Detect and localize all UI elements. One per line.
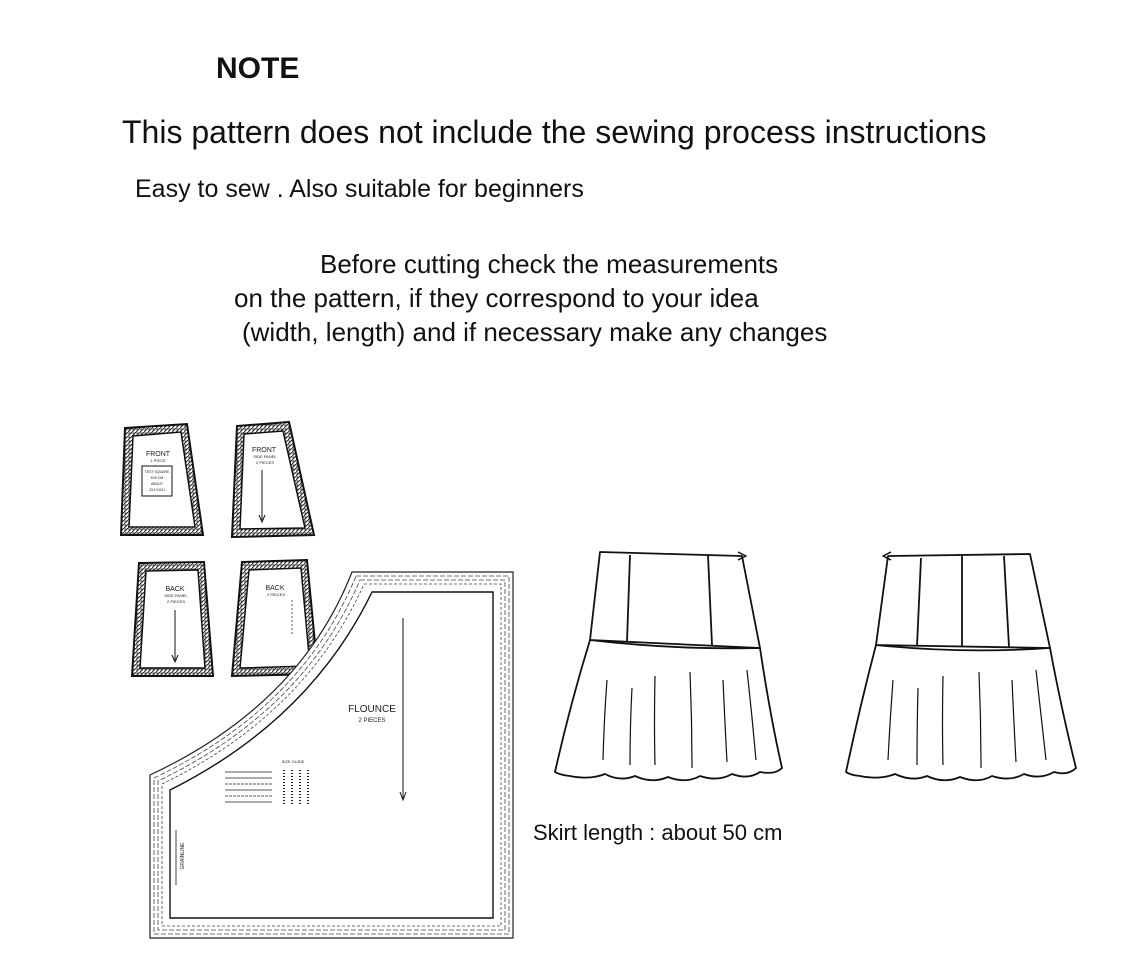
check-measurements-line-1: Before cutting check the measurements	[320, 249, 779, 279]
grainline-label: GRAINLINE	[180, 842, 186, 870]
check-measurements-line-3: (width, length) and if necessary make any changes	[242, 317, 828, 347]
test-square-line-1: TEST SQUARE	[144, 470, 170, 474]
front-side-title: FRONT	[251, 447, 277, 454]
test-square-line-4: 2X2 INCH	[149, 488, 165, 492]
back-side-sub: SIDE PANEL	[164, 593, 188, 598]
back-count: 2 PIECES	[266, 592, 286, 597]
no-instructions-text: This pattern does not include the sewing process instructions	[122, 114, 987, 150]
front-count: 1 PIECE	[150, 458, 166, 463]
test-square-line-2: 5X5 CM	[150, 476, 164, 480]
flounce-count: 2 PIECES	[358, 718, 386, 724]
test-square-line-3: ABOUT	[150, 482, 164, 486]
front-side-panel-piece	[232, 422, 314, 537]
front-side-count: 2 PIECES	[255, 460, 275, 465]
skirt-length-label: Skirt length : about 50 cm	[533, 820, 783, 845]
note-heading: NOTE	[216, 52, 300, 85]
back-side-panel-piece	[132, 562, 213, 676]
front-piece	[121, 424, 203, 535]
front-title: FRONT	[145, 451, 171, 458]
flounce-title: FLOUNCE	[348, 704, 396, 715]
skirt-back-view	[846, 552, 1076, 780]
check-measurements-line-2: on the pattern, if they correspond to your idea	[234, 283, 759, 313]
back-side-count: 2 PIECES	[166, 599, 186, 604]
easy-to-sew-text: Easy to sew . Also suitable for beginners	[135, 175, 584, 203]
back-side-title: BACK	[165, 586, 185, 593]
skirt-front-view	[555, 552, 782, 780]
size-guide-label: SIZE GUIDE	[281, 759, 305, 764]
back-title: BACK	[265, 585, 285, 592]
front-side-sub: SIDE PANEL	[253, 454, 277, 459]
